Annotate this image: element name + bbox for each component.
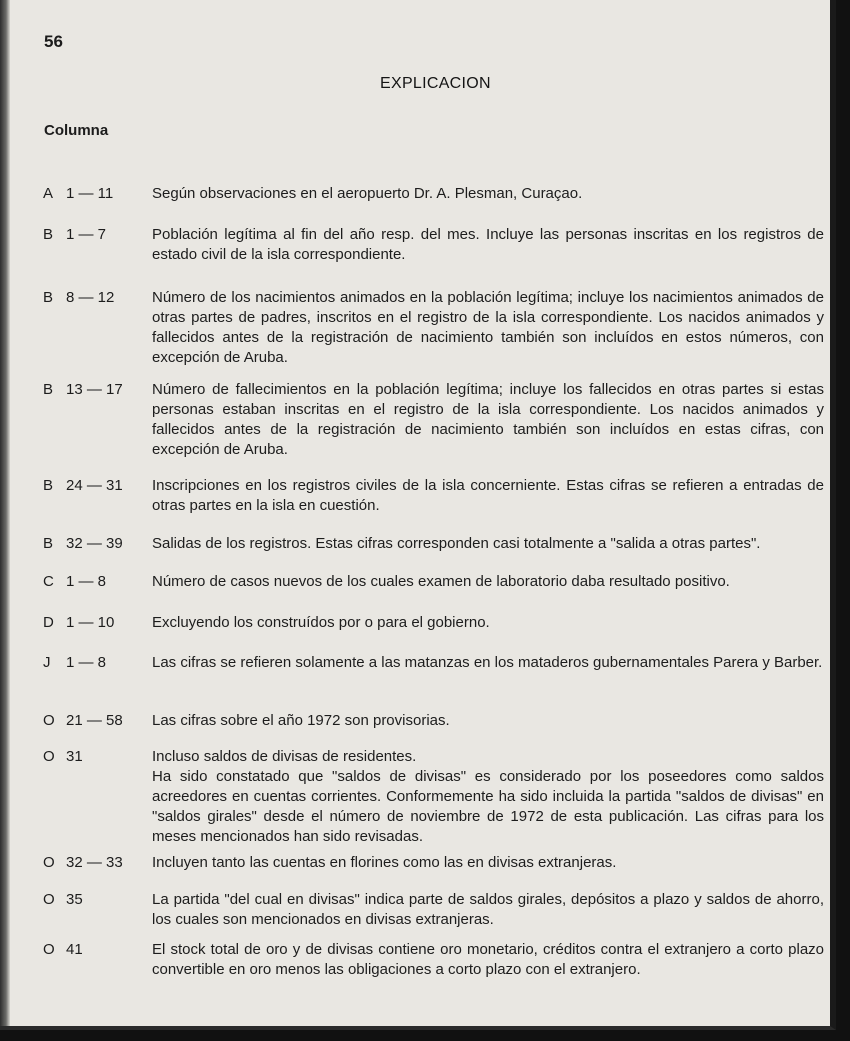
entry-range: 32 — 39 xyxy=(66,535,123,552)
entry-description xyxy=(152,380,824,460)
entry-description xyxy=(152,476,824,516)
entry-letter: B xyxy=(43,381,54,398)
entry-text: El stock total de oro y de divisas contiene oro monetario, créditos contra el extranjero a corto plazo convertible en oro menos las obligaciones a corto plazo con el extranjero. xyxy=(152,941,824,978)
entry-letter: C xyxy=(43,573,54,590)
entry-description xyxy=(152,572,824,592)
entry-letter: D xyxy=(43,614,54,631)
entry-description xyxy=(152,288,824,368)
entry-text: Ha sido constatado que "saldos de divisas" es considerado por los poseedores como saldos acreedores en cuentas corrientes. Conformemente ha sido incluida la partida "saldos de divisas" en "saldos girales" desde el número de noviembre de 1972 de esta publicación. Las cifras para los meses mencionados han sido revisadas. xyxy=(152,768,824,845)
entry-range: 1 — 11 xyxy=(66,185,114,202)
entry-text: Las cifras se refieren solamente a las matanzas en los mataderos gubernamentales Parera y Barber. xyxy=(152,654,823,671)
entry-description xyxy=(152,613,824,633)
entry-range: 1 — 7 xyxy=(66,226,107,243)
entry-letter: O xyxy=(43,891,55,908)
entry-text: Población legítima al fin del año resp. del mes. Incluye las personas inscritas en los registros de estado civil de la isla correspondiente. xyxy=(152,226,824,263)
entry-text: La partida "del cual en divisas" indica parte de saldos girales, depósitos a plazo y saldos de ahorro, los cuales son mencionados en divisas extranjeras. xyxy=(152,891,824,928)
entry-description xyxy=(152,534,824,554)
entry-description xyxy=(152,653,824,673)
entry-letter: O xyxy=(43,712,55,729)
entry-letter: O xyxy=(43,854,55,871)
entry-range: 13 — 17 xyxy=(66,381,123,398)
entry-text: Incluso saldos de divisas de residentes. xyxy=(152,748,417,765)
entry-letter: A xyxy=(43,185,54,202)
entry-description xyxy=(152,940,824,980)
entry-text: Inscripciones en los registros civiles de la isla concerniente. Estas cifras se refieren a entradas de otras partes en la isla en cuestión. xyxy=(152,477,824,514)
entry-range: 41 xyxy=(66,941,83,958)
entry-text: Según observaciones en el aeropuerto Dr. A. Plesman, Curaçao. xyxy=(152,185,583,202)
entry-letter: B xyxy=(43,289,54,306)
column-heading: Columna xyxy=(44,122,109,139)
entry-range: 35 xyxy=(66,891,83,908)
entry-description xyxy=(152,711,824,731)
entry-letter: O xyxy=(43,748,55,765)
entry-text: Salidas de los registros. Estas cifras corresponden casi totalmente a "salida a otras partes". xyxy=(152,535,761,552)
entry-text: Las cifras sobre el año 1972 son provisorias. xyxy=(152,712,450,729)
entry-description xyxy=(152,747,824,847)
entry-text: Incluyen tanto las cuentas en florines como las en divisas extranjeras. xyxy=(152,854,617,871)
entry-letter: B xyxy=(43,535,54,552)
entry-letter: O xyxy=(43,941,55,958)
entry-text: Excluyendo los construídos por o para el gobierno. xyxy=(152,614,490,631)
entry-range: 1 — 8 xyxy=(66,573,107,590)
entry-letter: J xyxy=(43,654,51,671)
entry-description xyxy=(152,184,824,204)
entry-description xyxy=(152,225,824,265)
entry-range: 1 — 10 xyxy=(66,614,115,631)
entry-letter: B xyxy=(43,226,54,243)
entry-text: Número de fallecimientos en la población legítima; incluye los fallecidos en otras partes si estas personas estaban inscritas en el registro de la isla correspondiente. Los nacidos animados y fallecidos antes de la registración de nacimiento también son incluídos en estas cifras, con excepción de Aruba. xyxy=(152,381,824,458)
entry-range: 24 — 31 xyxy=(66,477,123,494)
entry-text: Número de los nacimientos animados en la población legítima; incluye los nacimientos animados de otras partes de padres, inscritos en el registro de la isla correspondiente. Los nacidos animados y fallecidos antes de la registración de nacimiento también son incluídos en estos números, con excepción de Aruba. xyxy=(152,289,824,366)
entry-range: 31 xyxy=(66,748,83,765)
page-number: 56 xyxy=(44,32,63,51)
entry-range: 8 — 12 xyxy=(66,289,115,306)
entry-range: 32 — 33 xyxy=(66,854,123,871)
entry-range: 21 — 58 xyxy=(66,712,123,729)
entry-letter: B xyxy=(43,477,54,494)
entry-text: Número de casos nuevos de los cuales examen de laboratorio daba resultado positivo. xyxy=(152,573,730,590)
page-title: EXPLICACION xyxy=(380,75,491,92)
entry-description xyxy=(152,853,824,873)
entry-range: 1 — 8 xyxy=(66,654,107,671)
entry-description xyxy=(152,890,824,930)
